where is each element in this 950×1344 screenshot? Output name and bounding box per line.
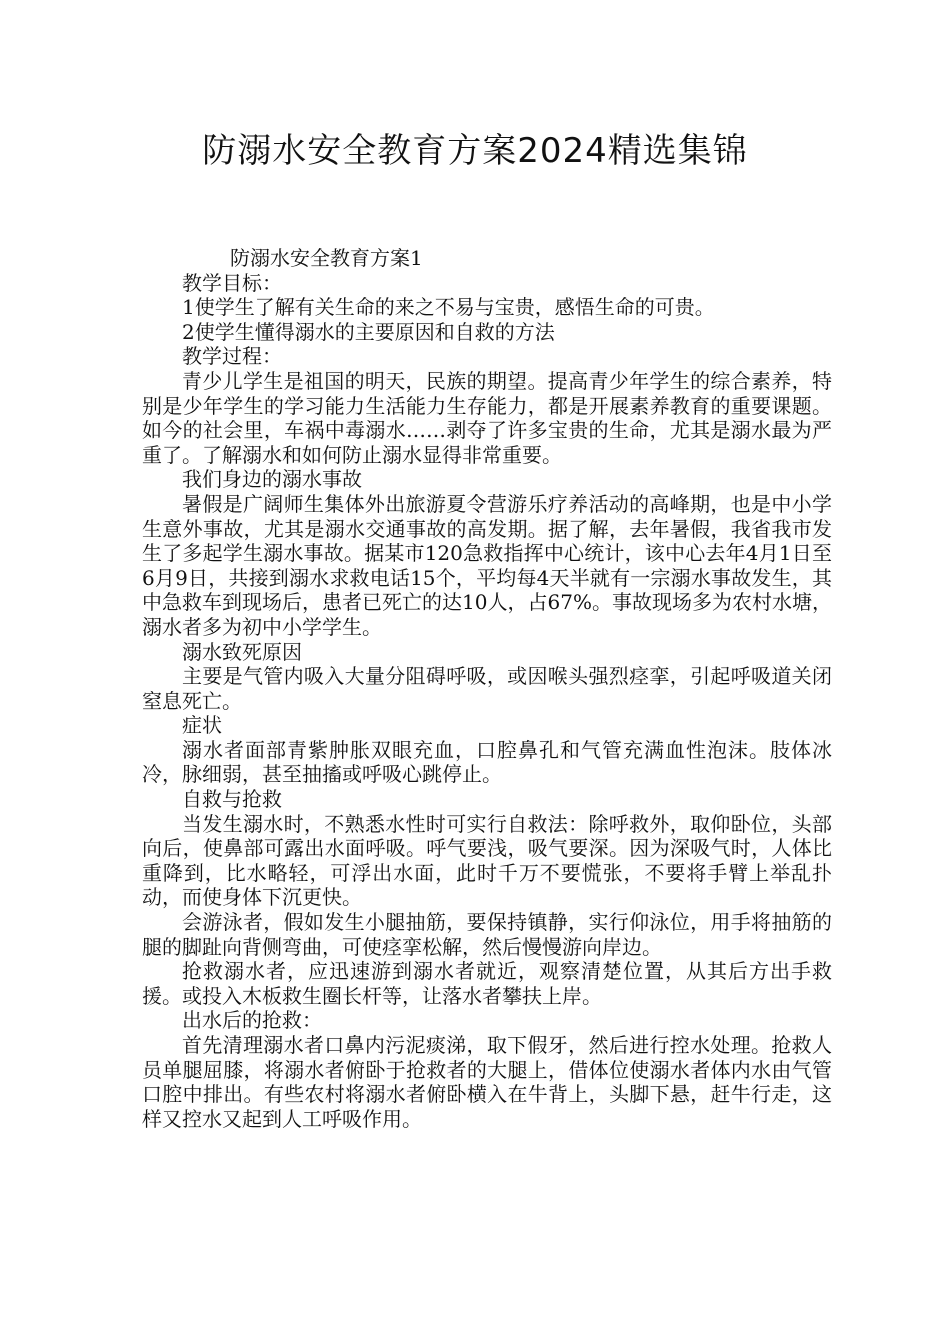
document-title: 防溺水安全教育方案2024精选集锦 <box>202 131 748 171</box>
paragraph: 症状 <box>182 713 222 738</box>
paragraph: 溺水者面部青紫肿胀双眼充血，口腔鼻孔和气管充满血性泡沫。肢体冰冷，脉细弱，甚至抽搐或呼吸心跳停止。 <box>142 737 832 787</box>
paragraph: 青少儿学生是祖国的明天，民族的期望。提高青少年学生的综合素养，特别是少年学生的学习能力生活能力生存能力，都是开展素养教育的重要课题。如今的社会里，车祸中毒溺水……剥夺了许多宝贵的生命，尤其是溺水最为严重了。了解溺水和如何防止溺水显得非常重要。 <box>142 368 832 467</box>
paragraph: 出水后的抢救： <box>182 1008 322 1033</box>
section-title: 防溺水安全教育方案1 <box>230 246 423 270</box>
paragraph: 2使学生懂得溺水的主要原因和自救的方法 <box>182 319 555 344</box>
paragraph: 我们身边的溺水事故 <box>182 467 362 492</box>
paragraph: 教学目标： <box>182 270 282 295</box>
paragraph: 当发生溺水时，不熟悉水性时可实行自救法：除呼救外，取仰卧位，头部向后，使鼻部可露出水面呼吸。呼气要浅，吸气要深。因为深吸气时，人体比重降到，比水略轻，可浮出水面，此时千万不要慌张，不要将手臂上举乱扑动，而使身体下沉更快。 <box>142 811 832 910</box>
paragraph: 抢救溺水者，应迅速游到溺水者就近，观察清楚位置，从其后方出手救援。或投入木板救生圈长杆等，让落水者攀扶上岸。 <box>142 959 832 1008</box>
paragraph: 溺水致死原因 <box>182 639 302 664</box>
document-body <box>142 246 832 1131</box>
paragraph: 首先清理溺水者口鼻内污泥痰涕，取下假牙，然后进行控水处理。抢救人员单腿屈膝，将溺水者俯卧于抢救者的大腿上，借体位使溺水者体内水由气管口腔中排出。有些农村将溺水者俯卧横入在牛背上，头脚下悬，赶牛行走，这样又控水又起到人工呼吸作用。 <box>142 1033 832 1131</box>
paragraph: 暑假是广阔师生集体外出旅游夏令营游乐疗养活动的高峰期，也是中小学生意外事故，尤其是溺水交通事故的高发期。据了解，去年暑假，我省我市发生了多起学生溺水事故。据某市120急救指挥中心统计，该中心去年4月1日至6月9日，共接到溺水求救电话15个，平均每4天半就有一宗溺水事故发生，其中急救车到现场后，患者已死亡的达10人，占67%。事故现场多为农村水塘，溺水者多为初中小学学生。 <box>142 491 832 639</box>
paragraph: 1使学生了解有关生命的来之不易与宝贵，感悟生命的可贵。 <box>182 295 715 320</box>
paragraph: 主要是气管内吸入大量分阻碍呼吸，或因喉头强烈痉挛，引起呼吸道关闭窒息死亡。 <box>142 664 832 713</box>
paragraph: 教学过程： <box>182 344 282 369</box>
paragraph: 会游泳者，假如发生小腿抽筋，要保持镇静，实行仰泳位，用手将抽筋的腿的脚趾向背侧弯曲，可使痉挛松解，然后慢慢游向岸边。 <box>142 910 832 959</box>
paragraph: 自救与抢救 <box>182 787 282 812</box>
